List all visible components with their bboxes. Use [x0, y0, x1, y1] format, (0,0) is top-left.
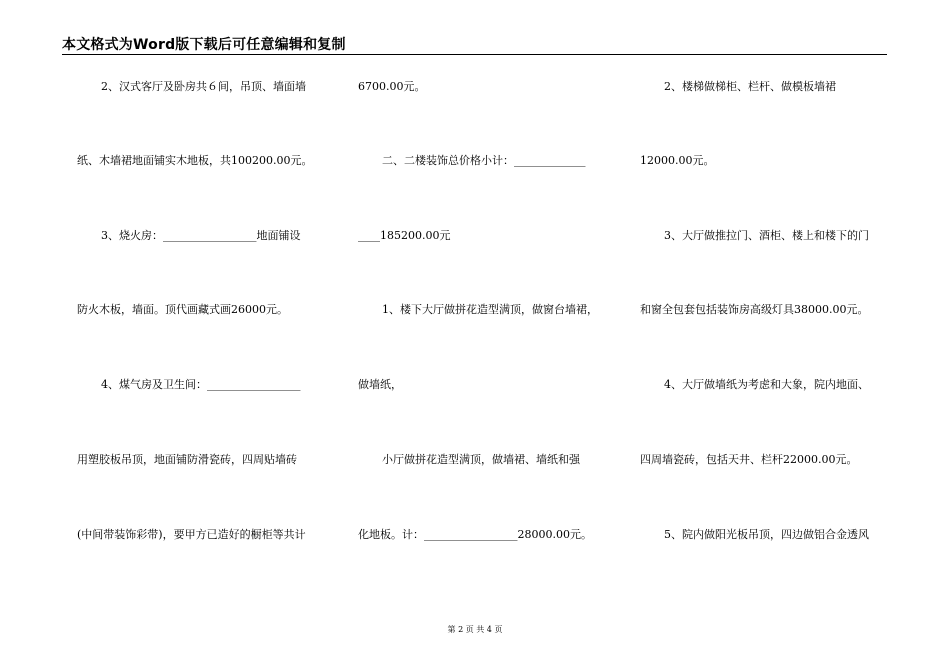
- text-line: 5、院内做阳光板吊顶，四边做铝合金透风: [664, 528, 869, 541]
- text-line: 做墙纸，: [358, 378, 402, 391]
- header-divider: [62, 54, 887, 55]
- text-line: 四周墙瓷砖，包括天井、栏杆22000.00元。: [640, 453, 858, 466]
- text-line: 4、大厅做墙纸为考虑和大象，院内地面、: [664, 378, 869, 391]
- text-line: 3、大厅做推拉门、酒柜、楼上和楼下的门: [664, 229, 869, 242]
- text-line: 12000.00元。: [640, 154, 715, 167]
- document-header-title: 本文格式为Word版下载后可任意编辑和复制: [62, 37, 346, 53]
- text-line: 4、煤气房及卫生间：_________________: [101, 378, 301, 391]
- text-line: ____185200.00元: [358, 229, 451, 242]
- text-line: (中间带装饰彩带)，要甲方已造好的橱柜等共计: [77, 528, 306, 541]
- text-line: 用塑胶板吊顶，地面铺防滑瓷砖，四周贴墙砖: [77, 453, 297, 466]
- text-line: 3、烧火房：_________________地面铺设: [101, 229, 301, 242]
- text-line: 化地板。计：_________________28000.00元。: [358, 528, 592, 541]
- text-line: 2、汉式客厅及卧房共６间，吊顶、墙面墙: [101, 80, 306, 93]
- text-line: 2、楼梯做梯柜、栏杆、做模板墙裙: [664, 80, 836, 93]
- text-line: 防火木板，墙面。顶代画藏式画26000元。: [77, 303, 288, 316]
- text-line: 二、二楼装饰总价格小计：_____________: [382, 154, 586, 167]
- text-line: 1、楼下大厅做拼花造型满顶，做窗台墙裙，: [382, 303, 598, 316]
- text-line: 6700.00元。: [358, 80, 426, 93]
- text-line: 纸、木墙裙地面铺实木地板，共100200.00元。: [77, 154, 313, 167]
- text-line: 小厅做拼花造型满顶，做墙裙、墙纸和强: [382, 453, 580, 466]
- page-number-footer: 第 2 页 共 4 页: [447, 625, 503, 634]
- text-line: 和窗全包套包括装饰房高级灯具38000.00元。: [640, 303, 869, 316]
